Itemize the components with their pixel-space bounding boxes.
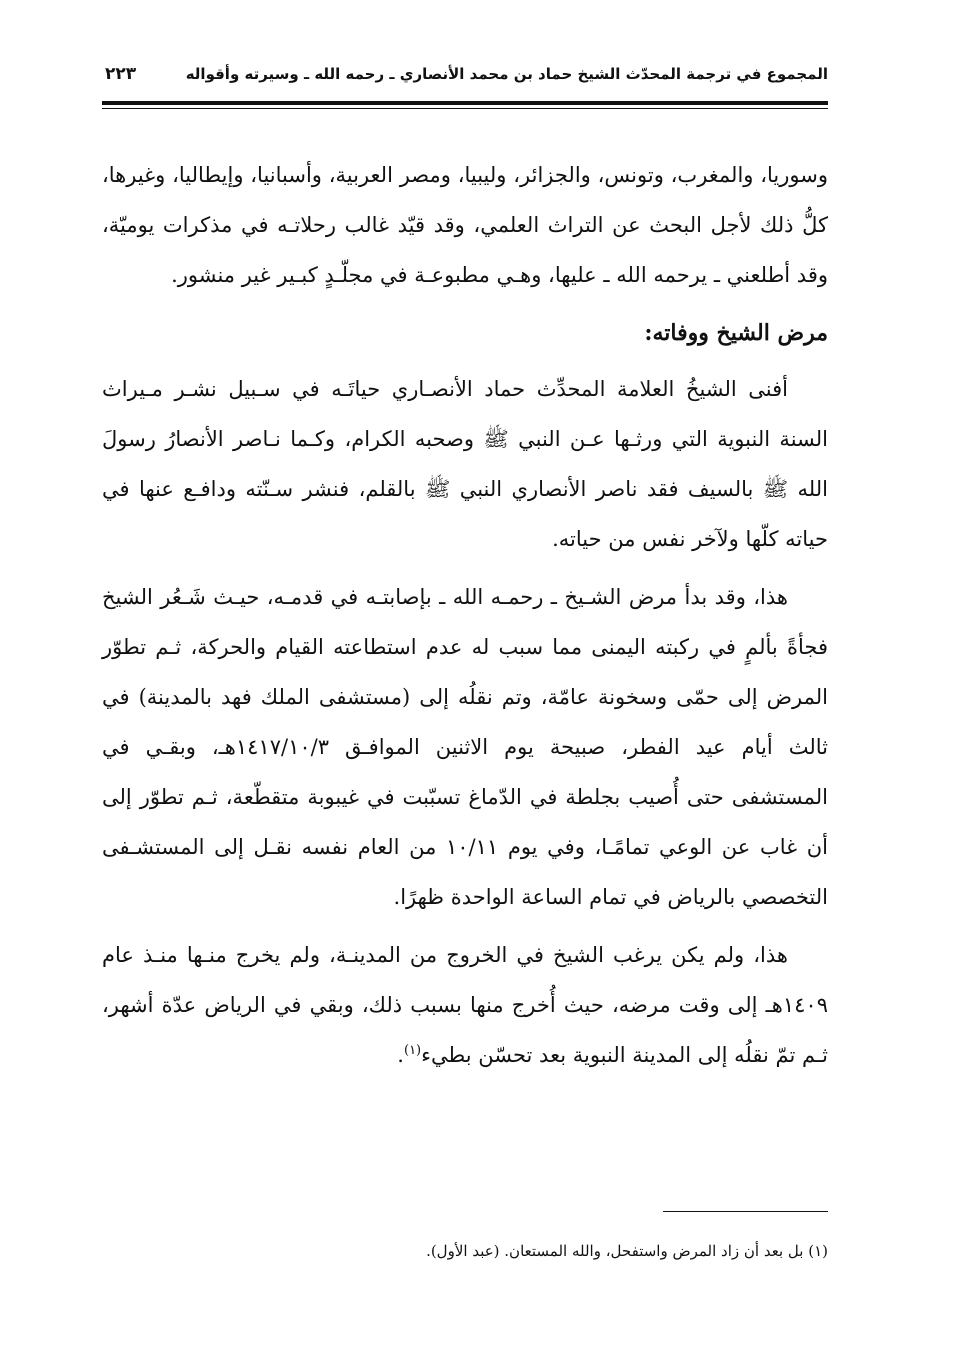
header-rule-thin [102, 108, 828, 109]
paragraph-3: هذا، وقد بدأ مرض الشـيخ ـ رحمـه الله ـ بإصابتـه في قدمـه، حيـث شَـعُر الشيخ فجأةً بألمٍ في ركبته اليمنى مما سبب له عدم استطاعته القيام والحركة، ثـم تطوّر المرض إلى حمّى وسخونة عامّة، وتم نقلُه إلى (مستشفى الملك فهد بالمدينة) في ثالث أيام عيد الفطر، صبيحة يوم الاثنين الموافـق ١٤١٧/١٠/٣هـ، وبقـي في المستشفى حتى أُصيب بجلطة في الدّماغ تسبّبت في غيبوبة متقطّعة، ثـم تطوّر إلى أن غاب عن الوعي تمامًـا، وفي يوم ١٠/١١ من العام نفسه نقـل إلى المستشـفى التخصصي بالرياض في تمام الساعة الواحدة ظهرًا. [102, 585, 828, 909]
footnote-separator [663, 1211, 828, 1212]
page-number: ٢٢٣ [105, 64, 137, 84]
section-heading: مرض الشيخ ووفاته: [644, 320, 828, 346]
main-text [102, 150, 828, 1088]
paragraph-4-end: . [397, 1043, 404, 1067]
running-header [105, 58, 828, 90]
footnote: (١) بل بعد أن زاد المرض واستفحل، والله المستعان. (عبد الأول). [426, 1242, 828, 1260]
header-title: المجموع في ترجمة المحدّث الشيخ حماد بن محمد الأنصاري ـ رحمه الله ـ وسيرته وأقواله [185, 65, 828, 83]
footnote-marker: (١) [403, 1043, 422, 1058]
paragraph-2: أفنى الشيخُ العلامة المحدِّث حماد الأنصـاري حياتَـه في سـبيل نشـر مـيراث السنة النبوية التي ورثـها عـن النبي ﷺ وصحبه الكرام، وكـما نـاصر الأنصارُ رسولَ الله ﷺ بالسيف فقد ناصر الأنصاري النبي ﷺ بالقلم، فنشر سـنّته ودافـع عنها في حياته كلّها ولآخر نفس من حياته. [102, 377, 828, 551]
paragraph-4 [102, 930, 828, 1080]
paragraph-4-text: هذا، ولم يكن يرغب الشيخ في الخروج من المدينـة، ولم يخرج منـها منـذ عام ١٤٠٩هـ إلى وقت مرضه، حيث أُخرج منها بسبب ذلك، وبقي في الرياض عدّة أشهر، ثـم تمّ نقلُه إلى المدينة النبوية بعد تحسّن بطيء [102, 943, 828, 1067]
header-rule-thick [102, 101, 828, 105]
paragraph-1: وسوريا، والمغرب، وتونس، والجزائر، وليبيا، ومصر العربية، وأسبانيا، وإيطاليا، وغيرها، كلُّ ذلك لأجل البحث عن التراث العلمي، وقد قيّد غالب رحلاتـه في مذكرات يوميّة، وقد أطلعني ـ يرحمه الله ـ عليها، وهـي مطبوعـة في مجلّـدٍ كبـير غير منشور. [102, 163, 828, 287]
